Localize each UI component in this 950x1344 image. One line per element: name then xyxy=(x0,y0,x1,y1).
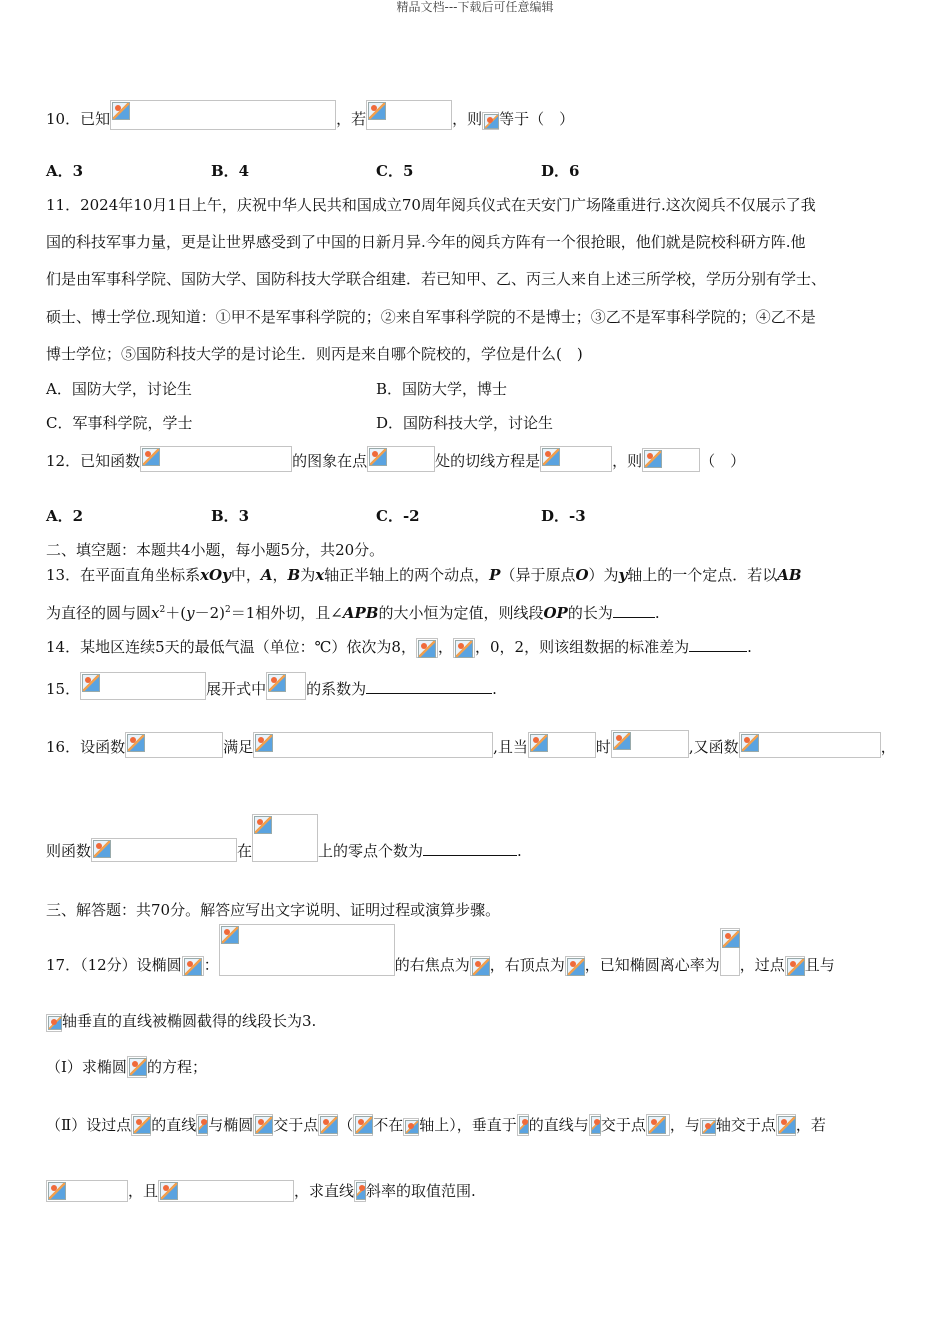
q13-text: 13．在平面直角坐标系 xyxy=(46,566,201,584)
choice-a[interactable]: A．3 xyxy=(46,162,84,180)
formula-image xyxy=(353,1114,373,1136)
choice-b[interactable]: B．3 xyxy=(211,507,250,525)
q17-text: （Ⅰ）求椭圆 xyxy=(46,1058,127,1076)
formula-image xyxy=(470,956,490,976)
q12-text: 的图象在点 xyxy=(292,452,368,470)
q15-text: 展开式中 xyxy=(206,680,267,698)
q17-text: 的直线与 xyxy=(528,1116,589,1134)
formula-image xyxy=(131,1114,151,1136)
choice-c[interactable]: C．-2 xyxy=(376,507,420,525)
answer-blank[interactable] xyxy=(366,677,492,694)
q13-var: y xyxy=(186,604,195,622)
q10-text: ，若 xyxy=(336,110,367,128)
q16-text: ,且当 xyxy=(493,738,528,756)
formula-image xyxy=(785,956,805,976)
q14-text: ，0，2，则该组数据的标准差为 xyxy=(474,638,690,656)
formula-image xyxy=(46,1014,62,1032)
q15-text: 的系数为 xyxy=(306,680,367,698)
q16-text: 在 xyxy=(237,842,253,860)
q12-text: ，则 xyxy=(612,452,643,470)
q12-stem: 12．已知函数 xyxy=(46,452,141,470)
formula-image xyxy=(776,1114,796,1136)
q13-line-2 xyxy=(46,601,910,624)
q13-text: 轴正半轴上的两个动点， xyxy=(324,566,490,584)
broken-image-icon xyxy=(355,1116,373,1134)
broken-image-icon xyxy=(112,102,130,120)
formula-image xyxy=(517,1114,529,1136)
q17-text: 不在 xyxy=(373,1116,404,1134)
q13-var: AB xyxy=(777,566,802,584)
formula-image xyxy=(110,100,336,130)
choice-a[interactable]: A．2 xyxy=(46,507,84,525)
q13-text: ）为 xyxy=(588,566,619,584)
formula-image xyxy=(453,638,475,658)
question-10 xyxy=(46,100,910,130)
q17-text: ，求直线 xyxy=(294,1182,355,1200)
q13-text: . xyxy=(654,604,660,622)
q17-text: ，且 xyxy=(128,1182,159,1200)
broken-image-icon xyxy=(221,926,239,944)
question-15 xyxy=(46,672,910,700)
broken-image-icon xyxy=(484,114,499,129)
choice-a[interactable]: A．国防大学，讨论生 xyxy=(46,380,192,398)
q17-text: ，右顶点为 xyxy=(489,956,565,974)
q13-var: y xyxy=(618,566,628,584)
formula-image xyxy=(646,1114,670,1136)
question-17 xyxy=(46,924,910,976)
formula-image xyxy=(482,112,499,130)
q13-var: x xyxy=(315,566,325,584)
q13-var: A xyxy=(260,566,273,584)
broken-image-icon xyxy=(369,448,387,466)
choice-b[interactable]: B．国防大学，博士 xyxy=(376,380,508,398)
q13-text: ， xyxy=(272,566,288,584)
q13-text: 为 xyxy=(300,566,316,584)
broken-image-icon xyxy=(129,1058,147,1076)
q13-var: P xyxy=(489,566,501,584)
formula-image xyxy=(403,1118,419,1136)
q13-var: OP xyxy=(543,604,568,622)
broken-image-icon xyxy=(405,1120,419,1134)
q10-text: 等于（ ） xyxy=(499,110,575,128)
formula-image xyxy=(416,638,438,658)
broken-image-icon xyxy=(82,674,100,692)
q17-text: 的方程； xyxy=(146,1058,207,1076)
q16-text: 满足 xyxy=(223,738,254,756)
formula-image xyxy=(219,924,395,976)
choice-c[interactable]: C．军事科学院，学士 xyxy=(46,414,193,432)
q17-text: 的直线 xyxy=(151,1116,197,1134)
q16-text: 则函数 xyxy=(46,842,92,860)
broken-image-icon xyxy=(787,958,805,976)
formula-image xyxy=(700,1118,716,1136)
q12-text: （ ） xyxy=(700,452,746,470)
formula-image xyxy=(253,732,493,758)
q17-stem: 17．（12分）设椭圆 xyxy=(46,956,182,974)
q17-text: （Ⅱ）设过点 xyxy=(46,1116,132,1134)
formula-image xyxy=(589,1114,601,1136)
broken-image-icon xyxy=(567,958,585,976)
q17-text: 交于点 xyxy=(273,1116,319,1134)
q13-var: x xyxy=(151,604,160,622)
formula-image xyxy=(266,672,306,700)
choice-d[interactable]: D．国防科技大学，讨论生 xyxy=(376,414,554,432)
q17-line-5 xyxy=(46,1180,910,1202)
formula-image xyxy=(565,956,585,976)
formula-image xyxy=(354,1180,366,1202)
formula-image xyxy=(318,1114,338,1136)
q17-part-2 xyxy=(46,1114,910,1136)
broken-image-icon xyxy=(356,1182,366,1200)
formula-image xyxy=(366,100,452,130)
q15-stem: 15． xyxy=(46,680,81,698)
q16-text: ,又函数 xyxy=(688,738,739,756)
broken-image-icon xyxy=(644,450,662,468)
broken-image-icon xyxy=(542,448,560,466)
q13-sup: 2 xyxy=(224,605,231,615)
q14-text: 14．某地区连续5天的最低气温（单位：℃）依次为8， xyxy=(46,638,416,656)
q10-stem: 10．已知 xyxy=(46,110,111,128)
q13-text: ＋( xyxy=(165,604,187,622)
q17-text: ，与 xyxy=(669,1116,700,1134)
broken-image-icon xyxy=(418,640,436,658)
broken-image-icon xyxy=(127,734,145,752)
q17-text: 与椭圆 xyxy=(208,1116,254,1134)
broken-image-icon xyxy=(530,734,548,752)
formula-image xyxy=(253,1114,273,1136)
formula-image xyxy=(140,446,292,472)
q13-text: ＝1相外切，且∠ xyxy=(230,604,343,622)
formula-image xyxy=(158,1180,294,1202)
q11-line-1: 11．2024年10月1日上午，庆祝中华人民共和国成立70周年阅兵仪式在天安门广场隆重进行.这次阅兵不仅展示了我 xyxy=(46,196,816,214)
formula-image xyxy=(611,730,689,758)
q13-text: 轴上的一个定点．若以 xyxy=(627,566,778,584)
q14-text: ， xyxy=(437,638,453,656)
broken-image-icon xyxy=(455,640,473,658)
answer-blank[interactable] xyxy=(613,601,655,618)
broken-image-icon xyxy=(255,1116,273,1134)
q17-text: 且与 xyxy=(804,956,835,974)
q17-text: 轴垂直的直线被椭圆截得的线段长为3. xyxy=(62,1012,317,1030)
q16-text: 时 xyxy=(595,738,611,756)
broken-image-icon xyxy=(254,816,272,834)
formula-image xyxy=(91,838,237,862)
broken-image-icon xyxy=(722,930,740,948)
q17-part-1 xyxy=(46,1056,910,1078)
broken-image-icon xyxy=(142,448,160,466)
broken-image-icon xyxy=(268,674,286,692)
formula-image xyxy=(46,1180,128,1202)
q13-var: B xyxy=(287,566,301,584)
broken-image-icon xyxy=(320,1116,338,1134)
q14-text: . xyxy=(747,638,752,656)
broken-image-icon xyxy=(255,734,273,752)
q11-line-4: 硕士、博士学位.现知道：①甲不是军事科学院的；②来自军事科学院的不是博士；③乙不是军事科学院的；④乙不是 xyxy=(46,308,816,326)
choice-c[interactable]: C．5 xyxy=(376,162,414,180)
q13-line-1 xyxy=(46,564,910,586)
q11-line-3: 们是由军事科学院、国防大学、国防科技大学联合组建．若已知甲、乙、丙三人来自上述三所学校，学历分别有学士、 xyxy=(46,270,827,288)
choice-d[interactable]: D．6 xyxy=(541,162,580,180)
broken-image-icon xyxy=(184,958,202,976)
choice-b[interactable]: B．4 xyxy=(211,162,250,180)
q13-text: 中， xyxy=(230,566,261,584)
q13-var: xOy xyxy=(200,566,231,584)
q13-text: 的长为 xyxy=(567,604,613,622)
broken-image-icon xyxy=(133,1116,151,1134)
q13-var: O xyxy=(575,566,589,584)
q16-text: . xyxy=(517,842,522,860)
choice-d[interactable]: D．-3 xyxy=(541,507,586,525)
formula-image xyxy=(642,448,700,472)
broken-image-icon xyxy=(591,1116,601,1134)
q10-text: ，则 xyxy=(452,110,483,128)
q17-text: ，过点 xyxy=(739,956,785,974)
q11-line-5: 博士学位；⑤国防科技大学的是讨论生．则丙是来自哪个院校的，学位是什么( ) xyxy=(46,345,583,363)
formula-image xyxy=(125,732,223,758)
page-header: 精品文档---下载后可任意编辑 xyxy=(396,0,554,14)
q13-var: APB xyxy=(342,604,379,622)
q13-sup: 2 xyxy=(159,605,166,615)
broken-image-icon xyxy=(648,1116,666,1134)
q12-text: 处的切线方程是 xyxy=(435,452,541,470)
q16-text: ， xyxy=(880,738,896,756)
question-12 xyxy=(46,446,910,472)
q15-text: . xyxy=(492,680,497,698)
q17-text: 斜率的取值范围. xyxy=(366,1182,476,1200)
formula-image xyxy=(528,732,596,758)
formula-image xyxy=(80,672,206,700)
q17-text: （ xyxy=(338,1116,354,1134)
q13-text: 为直径的圆与圆 xyxy=(46,604,152,622)
broken-image-icon xyxy=(48,1182,66,1200)
q17-text: ，已知椭圆离心率为 xyxy=(584,956,720,974)
q16-stem: 16．设函数 xyxy=(46,738,126,756)
broken-image-icon xyxy=(472,958,490,976)
formula-image xyxy=(540,446,612,472)
q16-line-2 xyxy=(46,814,910,862)
broken-image-icon xyxy=(519,1116,529,1134)
section-3-heading: 三、解答题：共70分。解答应写出文字说明、证明过程或演算步骤。 xyxy=(46,901,501,919)
q17-text: 交于点 xyxy=(600,1116,646,1134)
q17-text: 轴交于点 xyxy=(715,1116,776,1134)
question-14 xyxy=(46,635,910,658)
broken-image-icon xyxy=(93,840,111,858)
section-2-heading: 二、填空题：本题共4小题，每小题5分，共20分。 xyxy=(46,541,385,559)
broken-image-icon xyxy=(198,1116,208,1134)
broken-image-icon xyxy=(48,1016,62,1030)
formula-image xyxy=(252,814,318,862)
formula-image xyxy=(739,732,881,758)
q16-text: 上的零点个数为 xyxy=(318,842,424,860)
q17-line-2 xyxy=(46,1010,910,1032)
q17-text: ： xyxy=(203,956,219,974)
broken-image-icon xyxy=(741,734,759,752)
q13-text: －2) xyxy=(194,604,225,622)
formula-image xyxy=(720,928,740,976)
q17-text: 轴上），垂直于 xyxy=(419,1116,517,1134)
broken-image-icon xyxy=(160,1182,178,1200)
formula-image xyxy=(196,1114,208,1136)
q13-text: 的大小恒为定值，则线段 xyxy=(378,604,544,622)
answer-blank[interactable] xyxy=(689,635,747,652)
formula-image xyxy=(367,446,435,472)
question-16 xyxy=(46,730,910,758)
broken-image-icon xyxy=(778,1116,796,1134)
q13-text: （异于原点 xyxy=(500,566,576,584)
broken-image-icon xyxy=(613,732,631,750)
q17-text: ，若 xyxy=(795,1116,826,1134)
q11-line-2: 国的科技军事力量，更是让世界感受到了中国的日新月异.今年的阅兵方阵有一个很抢眼，他们就是院校科研方阵.他 xyxy=(46,233,806,251)
formula-image xyxy=(182,956,204,976)
broken-image-icon xyxy=(368,102,386,120)
formula-image xyxy=(127,1056,147,1078)
q17-text: 的右焦点为 xyxy=(394,956,470,974)
answer-blank[interactable] xyxy=(423,839,517,856)
broken-image-icon xyxy=(702,1120,716,1134)
